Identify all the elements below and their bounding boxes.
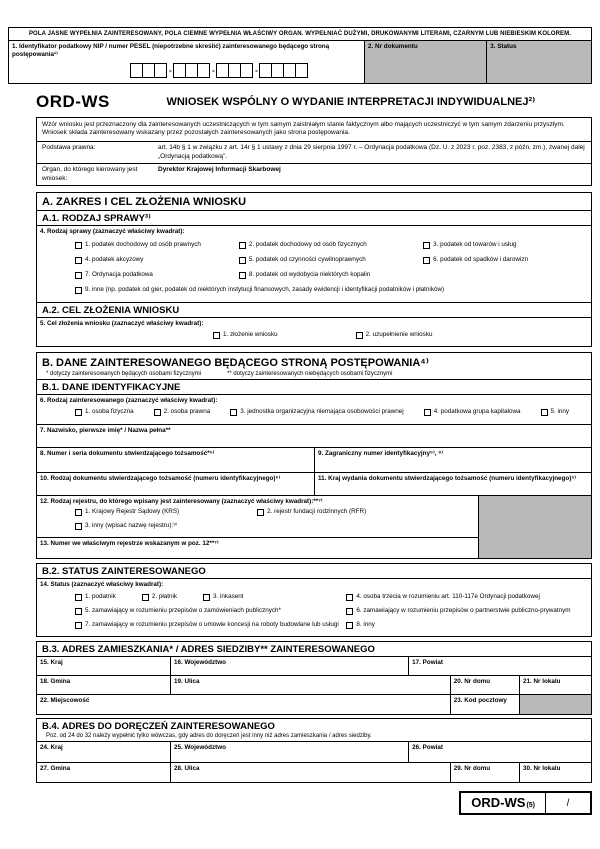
checkbox-icon [75, 272, 82, 279]
field-6-rodzaj-zainteresowanego [36, 394, 592, 425]
field-22-label: 22. Miejscowość [40, 697, 90, 705]
checkbox-icon [346, 622, 353, 629]
option-label: 2. rejestr fundacji rodzinnych (RFR) [267, 508, 367, 516]
field-14-status [36, 578, 592, 637]
form-code: ORD-WS [36, 91, 110, 111]
comb-cell [154, 63, 167, 78]
checkbox-icon [154, 409, 161, 416]
option-label: 7. zamawiający w rozumieniu przepisów o umowie koncesji na roboty budowlane lub usługi [85, 621, 339, 629]
option-label: 2. uzupełnienie wniosku [365, 331, 433, 339]
section-a1-header: A.1. RODZAJ SPRAWY³⁾ [36, 210, 592, 226]
section-b2-header: B.2. STATUS ZAINTERESOWANEGO [36, 563, 592, 579]
official-use-area [478, 496, 591, 558]
checkbox-icon [213, 332, 220, 339]
option-label: 8. inny [356, 621, 375, 629]
f6-option-1[interactable] [75, 408, 134, 416]
option-label: 4. podatek akcyzowy [85, 256, 144, 264]
field-29-nr-domu[interactable] [450, 763, 519, 782]
f4-option-1[interactable] [75, 241, 239, 249]
checkbox-icon [346, 608, 353, 615]
field-10-rodzaj-dokumentu[interactable] [37, 473, 314, 495]
field-21-label: 21. Nr lokalu [522, 678, 561, 686]
f14-option-4[interactable] [346, 593, 587, 601]
section-b3-header: B.3. ADRES ZAMIESZKANIA* / ADRES SIEDZIBY** ZAINTERESOWANEGO [36, 641, 592, 657]
checkbox-icon [203, 594, 210, 601]
option-label: 6. podatek od spadków i darowizn [433, 256, 529, 264]
field-24-kraj[interactable] [37, 742, 170, 762]
field-2-nr-dokumentu [364, 41, 486, 83]
f4-option-8[interactable] [239, 271, 423, 279]
option-label: 9. inne (np. podatek od gier, podatek od niektórych instytucji finansowych, zasady ewidencji i identyfikacji podatników i płatników) [85, 286, 445, 294]
field-17-label: 17. Powiat [412, 659, 443, 667]
field-20-nr-domu[interactable] [450, 676, 519, 694]
f14-option-5[interactable] [75, 607, 346, 615]
comb-cell [240, 63, 253, 78]
field-6-label: 6. Rodzaj zainteresowanego (zaznaczyć właściwy kwadrat): [40, 396, 218, 404]
field-14-options [37, 590, 591, 637]
option-label: 3. podatek od towarów i usług [433, 240, 517, 248]
b3-address-row-3 [36, 694, 592, 715]
checkbox-icon [75, 594, 82, 601]
f12-option-2[interactable] [257, 508, 366, 516]
option-label: 6. zamawiający w rozumieniu przepisów o partnerstwie publiczno-prywatnym [356, 606, 571, 614]
checkbox-icon [423, 257, 430, 264]
f14-option-7[interactable] [75, 621, 346, 629]
field-27-label: 27. Gmina [40, 765, 71, 773]
f12-option-1[interactable] [75, 508, 179, 516]
field-6-options [37, 405, 591, 423]
comb-separator: - [255, 65, 258, 75]
row-fields-10-11 [36, 472, 592, 496]
checkbox-icon [75, 409, 82, 416]
checkbox-icon [423, 242, 430, 249]
field-11-label: 11. Kraj wydania dokumentu stwierdzającego tożsamość (numeru identyfikacyjnego)⁵⁾ [318, 474, 577, 482]
checkbox-icon [356, 332, 363, 339]
checkbox-icon [239, 272, 246, 279]
top-instructions: POLA JASNE WYPEŁNIA ZAINTERESOWANY, POLA CIEMNE WYPEŁNIA WŁAŚCIWY ORGAN. WYPEŁNIAĆ DUŻYMI, DRUKOWANYMI LITERAMI, CZARNYM LUB NIEBIESKIM KOLOREM. [8, 27, 592, 41]
field-15-kraj[interactable] [37, 657, 170, 675]
field-14-row-1-left [75, 593, 346, 601]
f12-option-3[interactable] [75, 522, 177, 530]
official-use-area-2 [519, 695, 591, 714]
note-double-asterisk: ** dotyczy zainteresowanych niebędących osobami fizycznymi [227, 370, 393, 377]
field-25-label: 25. Województwo [173, 744, 226, 752]
field-1-label: 1. Identyfikator podatkowy NIP / numer PESEL (niepotrzebne skreślić) zainteresowanego będącego stroną postępowania¹⁾ [12, 43, 330, 58]
option-label: 2. osoba prawna [163, 408, 211, 416]
row-fields-8-9 [36, 447, 592, 473]
field-28-ulica[interactable] [170, 763, 450, 782]
b4-note-text: Poz. od 24 do 32 należy wypełnić tylko wówczas, gdy adres do doręczeń jest inny niż adres zamieszkania / adres siedziby. [46, 733, 372, 740]
authority-label: Organ, do którego kierowany jest wniosek: [42, 166, 138, 182]
footer-version-text: (5) [526, 802, 535, 809]
option-label: 5. podatek od czynności cywilnoprawnych [248, 256, 366, 264]
checkbox-icon [257, 509, 264, 516]
legal-basis-row [37, 141, 591, 163]
b3-address-row-2 [36, 675, 592, 695]
checkbox-icon [239, 257, 246, 264]
title-row [36, 92, 592, 112]
form-title: WNIOSEK WSPÓLNY O WYDANIE INTERPRETACJI INDYWIDUALNEJ²⁾ [166, 96, 536, 109]
checkbox-icon [424, 409, 431, 416]
field-7-label: 7. Nazwisko, pierwsze imię* / Nazwa pełna** [40, 426, 171, 434]
intro-box [36, 117, 592, 186]
field-4-rodzaj-sprawy [36, 225, 592, 303]
field-26-powiat[interactable] [408, 742, 591, 762]
field-9-label: 9. Zagraniczny numer identyfikacyjny⁵⁾, ⁹⁾ [318, 449, 444, 457]
field-30-label: 30. Nr lokalu [522, 765, 561, 773]
field-26-label: 26. Powiat [412, 744, 443, 752]
f4-option-4[interactable] [75, 256, 239, 264]
field-17-powiat[interactable] [408, 657, 591, 675]
comb-cell [295, 63, 308, 78]
field-5-options [37, 328, 591, 345]
section-b1-header: B.1. DANE IDENTYFIKACYJNE [36, 379, 592, 395]
field-3-label: 3. Status [490, 43, 517, 50]
f6-option-3[interactable] [230, 408, 403, 416]
checkbox-icon [75, 523, 82, 530]
f6-option-4[interactable] [424, 408, 521, 416]
field-16-wojewodztwo[interactable] [170, 657, 408, 675]
field-23-kod-pocztowy[interactable] [450, 695, 519, 714]
f6-option-5[interactable] [541, 408, 570, 416]
footer-page-number: / [545, 793, 590, 813]
form-description: Wzór wniosku jest przeznaczony dla zainteresowanych uczestniczących w tym samym zaistniałym stanie faktycznym albo mających uczestniczyć w tym samym zdarzeniu przyszłym. Wniosek składa zainteresowany wskazany przez pozostałych zainteresowanych jako strona postępowania. [42, 120, 565, 137]
authority-row [37, 163, 591, 185]
option-label: 4. osoba trzecia w rozumieniu art. 110-117e Ordynacji podatkowej [356, 592, 540, 600]
option-label: 1. Krajowy Rejestr Sądowy (KRS) [85, 508, 180, 516]
section-b4-header: B.4. ADRES DO DORĘCZEŃ ZAINTERESOWANEGO [42, 721, 275, 733]
field-25-wojewodztwo[interactable] [170, 742, 408, 762]
field-12-options-row-1 [37, 506, 478, 518]
field-16-label: 16. Województwo [173, 659, 226, 667]
f4-option-9[interactable] [75, 286, 587, 294]
comb-cell [197, 63, 210, 78]
field-12-rodzaj-rejestru [37, 496, 478, 537]
field-21-nr-lokalu[interactable] [519, 676, 591, 694]
f4-option-6[interactable] [423, 256, 587, 264]
field-4-label: 4. Rodzaj sprawy (zaznaczyć właściwy kwadrat): [40, 228, 185, 235]
checkbox-icon [346, 594, 353, 601]
option-label: 1. podatnik [85, 592, 116, 600]
field-19-label: 19. Ulica [173, 678, 200, 686]
checkbox-icon [75, 287, 82, 294]
option-label: 1. osoba fizyczna [85, 408, 134, 416]
section-b-header: B. DANE ZAINTERESOWANEGO BĘDĄCEGO STRONĄ POSTĘPOWANIA⁴⁾ [42, 356, 429, 369]
field-23-label: 23. Kod pocztowy [453, 697, 507, 705]
f5-option-1[interactable] [213, 331, 278, 339]
field-12-options-row-2 [37, 519, 478, 537]
fields-12-13-column [37, 496, 478, 558]
checkbox-icon [75, 257, 82, 264]
field-4-options [37, 237, 591, 302]
f14-option-6[interactable] [346, 607, 587, 615]
identification-row [8, 40, 592, 84]
field-9-zagraniczny-numer[interactable] [314, 448, 591, 472]
field-10-label: 10. Rodzaj dokumentu stwierdzającego tożsamość (numeru identyfikacyjnego)⁵⁾ [40, 474, 281, 482]
checkbox-icon [142, 594, 149, 601]
option-label: 4. podatkowa grupa kapitałowa [433, 408, 521, 416]
authority-value: Dyrektor Krajowej Informacji Skarbowej [158, 166, 281, 174]
field-30-nr-lokalu[interactable] [519, 763, 591, 782]
checkbox-icon [75, 509, 82, 516]
checkbox-icon [75, 608, 82, 615]
field-22-miejscowosc[interactable] [37, 695, 450, 714]
section-b-note [37, 371, 591, 379]
row-fields-12-13 [36, 495, 592, 559]
f14-option-2[interactable] [142, 593, 177, 601]
field-24-label: 24. Kraj [40, 744, 63, 752]
field-7-nazwisko-nazwa[interactable] [36, 424, 592, 448]
checkbox-icon [541, 409, 548, 416]
b4-address-row-1 [36, 741, 592, 763]
option-label: 5. inny [550, 408, 570, 416]
field-29-label: 29. Nr domu [453, 765, 491, 773]
checkbox-icon [230, 409, 237, 416]
section-a-header: A. ZAKRES I CEL ZŁOŻENIA WNIOSKU [36, 192, 592, 211]
option-label: 3. jednostka organizacyjna niemająca osobowości prawnej [240, 408, 404, 416]
field-5-cel-zlozenia [36, 317, 592, 347]
field-8-numer-seria-dokumentu[interactable] [37, 448, 314, 472]
footer-form-code-box [459, 791, 592, 815]
f14-option-8[interactable] [346, 621, 587, 629]
option-label: 2. podatek dochodowy od osób fizycznych [248, 240, 367, 248]
nip-pesel-input-boxes[interactable] [131, 63, 358, 78]
footer-code-text: ORD-WS [471, 795, 526, 810]
field-11-kraj-wydania[interactable] [314, 473, 591, 495]
field-27-gmina[interactable] [37, 763, 170, 782]
field-12-label: 12. Rodzaj rejestru, do którego wpisany jest zainteresowany (zaznaczyć właściwy kwadrat):**⁷⁾ [40, 497, 323, 505]
f14-option-3[interactable] [203, 593, 243, 601]
footer-form-code [461, 793, 545, 813]
checkbox-icon [75, 622, 82, 629]
field-5-label: 5. Cel złożenia wniosku (zaznaczyć właściwy kwadrat): [40, 319, 204, 327]
field-13-label: 13. Numer we właściwym rejestrze wskazanym w poz. 12**⁷⁾ [40, 539, 219, 547]
field-15-label: 15. Kraj [40, 659, 63, 667]
section-b-header-box [36, 352, 592, 380]
f4-option-2[interactable] [239, 241, 423, 249]
option-label: 2. płatnik [151, 592, 178, 600]
option-label: 3. inny (wpisać nazwę rejestru):⁸⁾ [85, 521, 178, 529]
comb-separator: - [212, 65, 215, 75]
option-label: 7. Ordynacja podatkowa [85, 271, 153, 279]
f5-option-2[interactable] [356, 331, 433, 339]
field-3-status [486, 41, 591, 83]
option-label: 3. inkasent [213, 592, 244, 600]
option-label: 8. podatek od wydobycia niektórych kopalin [248, 271, 371, 279]
field-20-label: 20. Nr domu [453, 678, 491, 686]
b4-address-row-2 [36, 762, 592, 783]
f6-option-2[interactable] [154, 408, 211, 416]
checkbox-icon [239, 242, 246, 249]
f4-option-5[interactable] [239, 256, 423, 264]
field-18-gmina[interactable] [37, 676, 170, 694]
f4-option-3[interactable] [423, 241, 587, 249]
legal-basis-label: Podstawa prawna: [42, 144, 96, 152]
field-8-label: 8. Numer i seria dokumentu stwierdzającego tożsamość*⁵⁾ [40, 449, 215, 457]
f4-option-7[interactable] [75, 271, 239, 279]
f14-option-1[interactable] [75, 593, 116, 601]
section-b4-header-box [36, 718, 592, 742]
legal-basis-text: art. 14b § 1 w związku z art. 14r § 1 ustawy z dnia 29 sierpnia 1997 r. – Ordynacja podatkowa (Dz. U. z 2023 r. poz. 2383, z późn. zm.), zwanej dalej „Ordynacją podatkową”. [158, 144, 585, 160]
field-19-ulica[interactable] [170, 676, 450, 694]
section-b4-note [37, 733, 591, 741]
section-a2-header: A.2. CEL ZŁOŻENIA WNIOSKU [36, 302, 592, 318]
field-18-label: 18. Gmina [40, 678, 71, 686]
comb-separator: - [169, 65, 172, 75]
option-label: 5. zamawiający w rozumieniu przepisów o zamówieniach publicznych* [85, 606, 281, 614]
option-label: 1. złożenie wniosku [223, 331, 278, 339]
note-single-asterisk: * dotyczy zainteresowanych będących osobami fizycznymi [46, 370, 202, 377]
field-13-numer-rejestru[interactable] [37, 537, 478, 558]
checkbox-icon [75, 242, 82, 249]
field-28-label: 28. Ulica [173, 765, 200, 773]
field-1-nip-pesel[interactable] [9, 41, 364, 83]
b3-address-row-1 [36, 656, 592, 676]
field-14-label: 14. Status (zaznaczyć właściwy kwadrat): [40, 580, 164, 588]
form-body [36, 92, 592, 783]
field-2-label: 2. Nr dokumentu [368, 43, 418, 50]
option-label: 1. podatek dochodowy od osób prawnych [85, 240, 201, 248]
